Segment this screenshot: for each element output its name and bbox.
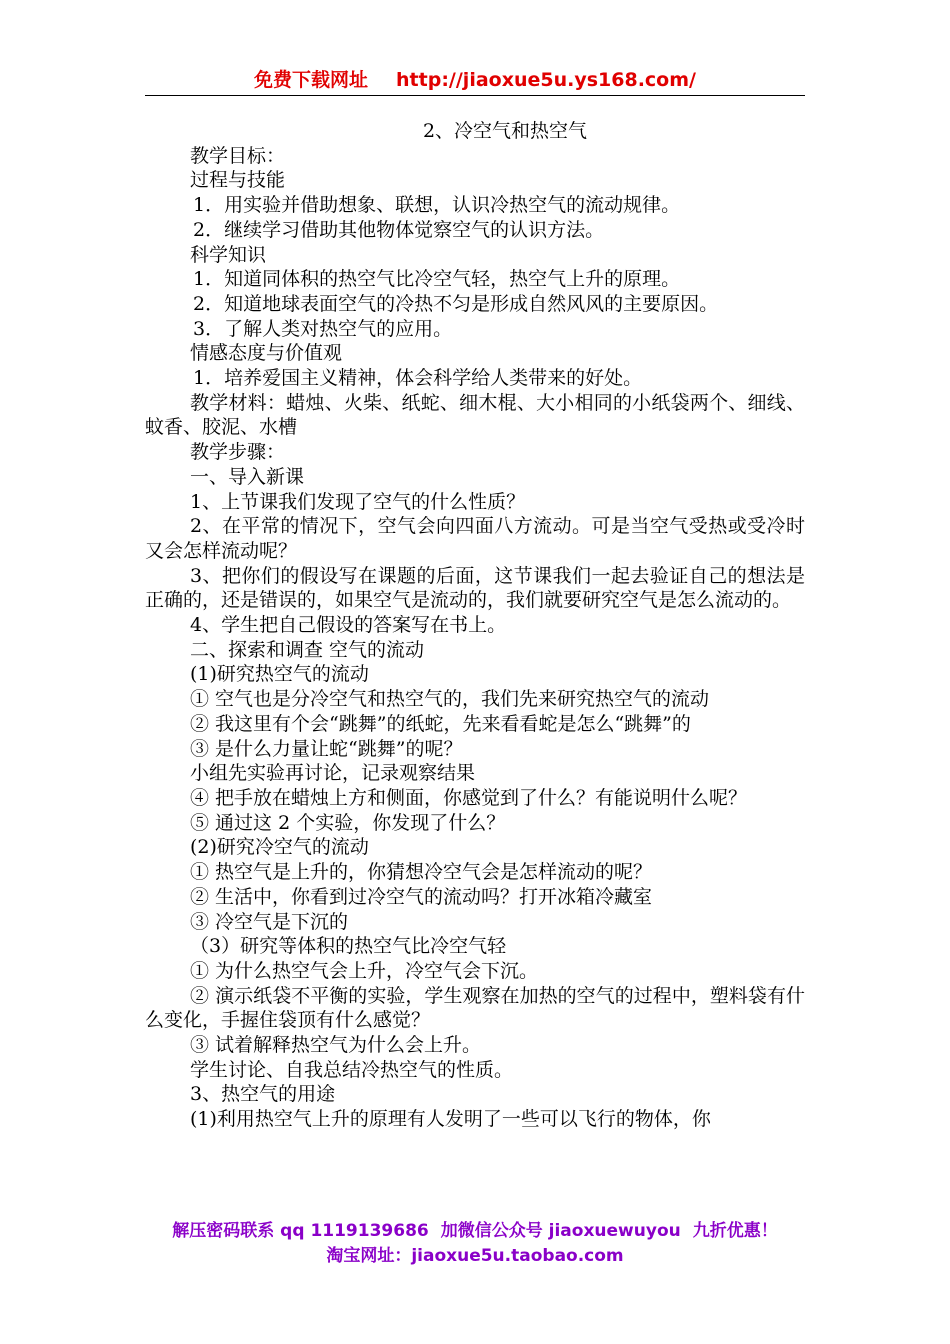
text-line: ① 热空气是上升的，你猜想冷空气会是怎样流动的呢？ <box>190 861 653 884</box>
text-line: 学生讨论、自我总结冷热空气的性质。 <box>190 1058 514 1081</box>
header-label: 免费下载网址 <box>254 69 369 91</box>
text-line: 2、在平常的情况下，空气会向四面八方流动。可是当空气受热或受冷时又会怎样流动呢？ <box>145 515 805 562</box>
page-header <box>145 66 805 94</box>
text-line: 2．知道地球表面空气的冷热不匀是形成自然风风的主要原因。 <box>193 292 719 315</box>
text-line: 教学步骤： <box>190 441 286 464</box>
text-line: ① 为什么热空气会上升，冷空气会下沉。 <box>190 959 539 982</box>
text-line: ④ 把手放在蜡烛上方和侧面，你感觉到了什么？有能说明什么呢？ <box>190 786 748 809</box>
text-line: ① 空气也是分冷空气和热空气的，我们先来研究热空气的流动 <box>190 688 710 711</box>
text-line: ③ 冷空气是下沉的 <box>190 910 349 933</box>
text-line: 教学目标： <box>190 144 286 167</box>
text-line: 过程与技能 <box>190 169 286 192</box>
footer-qq: 解压密码联系 qq 1119139686 <box>172 1221 429 1241</box>
text-line: 一、导入新课 <box>190 465 305 488</box>
text-line: ③ 试着解释热空气为什么会上升。 <box>190 1034 482 1057</box>
text-line: ② 演示纸袋不平衡的实验，学生观察在加热的空气的过程中，塑料袋有什么变化，手握住袋顶有什么感觉？ <box>145 984 805 1032</box>
text-line: 3、把你们的假设写在课题的后面，这节课我们一起去验证自己的想法是正确的，还是错误的，如果空气是流动的，我们就要研究空气是怎么流动的。 <box>145 564 805 612</box>
footer-taobao-line[interactable]: 淘宝网址：jiaoxue5u.taobao.com <box>326 1246 624 1266</box>
text-line: 1．知道同体积的热空气比冷空气轻，热空气上升的原理。 <box>193 268 681 291</box>
text-line: （3）研究等体积的热空气比冷空气轻 <box>190 935 507 958</box>
text-line: ③ 是什么力量让蛇“跳舞”的呢？ <box>190 737 463 760</box>
header-url-link[interactable]: http://jiaoxue5u.ys168.com/ <box>396 69 696 91</box>
text-line: 4、学生把自己假设的答案写在书上。 <box>190 614 507 637</box>
text-line: 二、探索和调查 空气的流动 <box>190 638 425 661</box>
footer-discount: 九折优惠！ <box>692 1221 778 1241</box>
lesson-title: 2、冷空气和热空气 <box>422 120 588 142</box>
text-line: 1．培养爱国主义精神，体会科学给人类带来的好处。 <box>193 367 643 390</box>
text-line: 3．了解人类对热空气的应用。 <box>193 317 453 340</box>
text-line: 情感态度与价值观 <box>190 342 343 365</box>
text-line: (1)研究热空气的流动 <box>190 663 369 686</box>
text-line: 科学知识 <box>190 243 267 266</box>
text-line: 3、热空气的用途 <box>190 1083 336 1106</box>
text-line: (1)利用热空气上升的原理有人发明了一些可以飞行的物体，你 <box>190 1108 711 1131</box>
text-line: ② 生活中，你看到过冷空气的流动吗？打开冰箱冷藏室 <box>190 885 653 908</box>
text-line: 教学材料：蜡烛、火柴、纸蛇、细木棍、大小相同的小纸袋两个、细线、蚊香、胶泥、水槽 <box>145 391 805 439</box>
text-line: ⑤ 通过这 2 个实验，你发现了什么？ <box>190 811 506 834</box>
document-body <box>145 119 805 1132</box>
text-line: 2．继续学习借助其他物体觉察空气的认识方法。 <box>193 218 605 241</box>
header-divider <box>145 95 805 96</box>
text-line: (2)研究冷空气的流动 <box>190 836 369 859</box>
text-line: 1．用实验并借助想象、联想，认识冷热空气的流动规律。 <box>193 194 681 217</box>
text-line: 小组先实验再讨论，记录观察结果 <box>190 762 476 785</box>
text-line: 1、上节课我们发现了空气的什么性质？ <box>190 490 526 513</box>
text-line: ② 我这里有个会“跳舞”的纸蛇，先来看看蛇是怎么“跳舞”的 <box>190 712 691 735</box>
footer-wechat: 加微信公众号 jiaoxuewuyou <box>440 1221 681 1241</box>
footer-contact-line <box>100 1218 850 1244</box>
